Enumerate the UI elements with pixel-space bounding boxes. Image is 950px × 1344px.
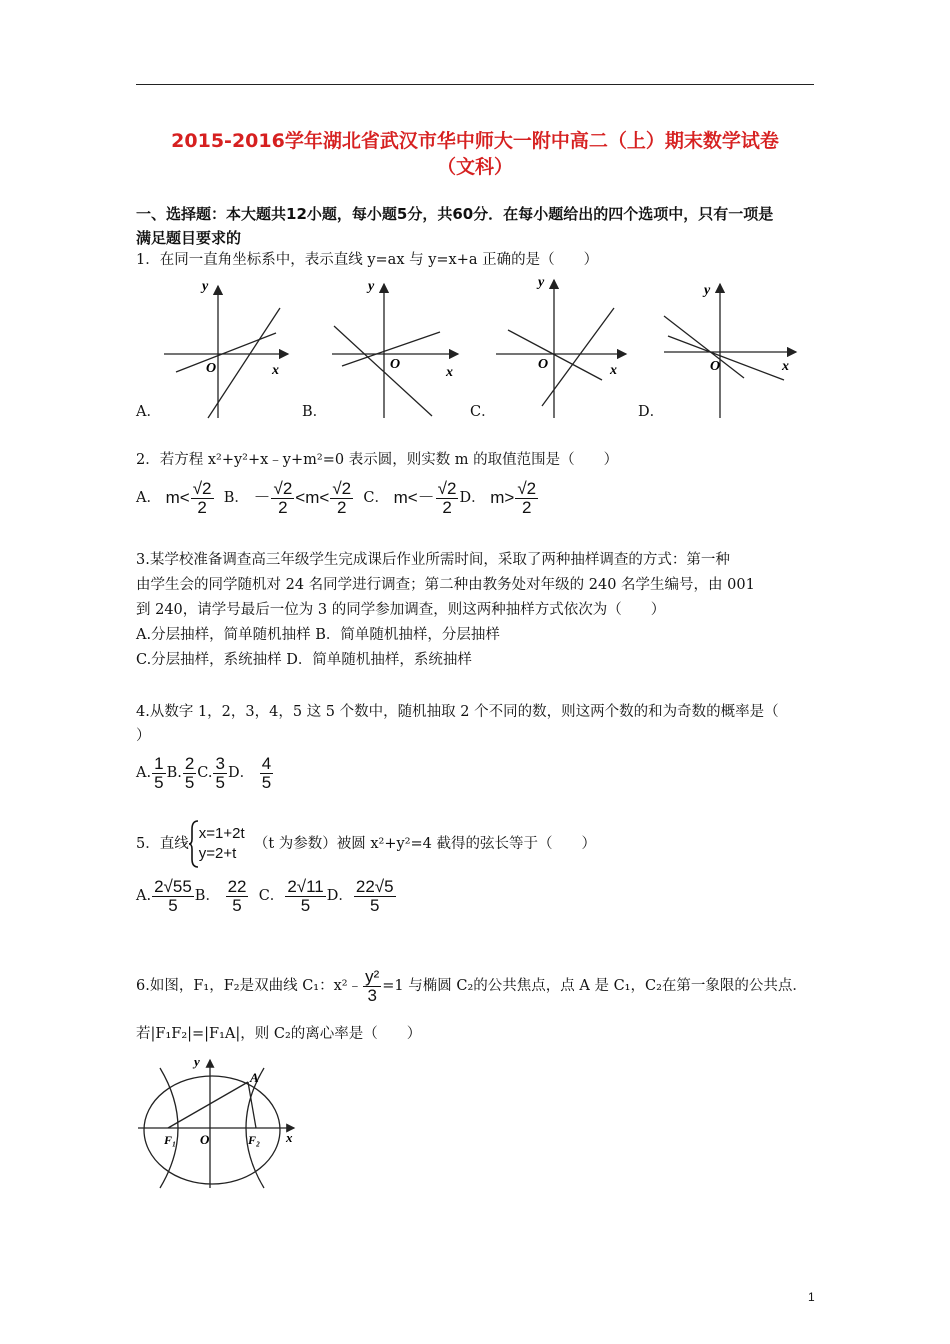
q3-line3: 到 240，请学号最后一位为 3 的同学参加调查，则这两种抽样方式依次为（ ） [136, 602, 666, 618]
q2-option-a-label: A． [136, 490, 161, 506]
q6-pre: 6.如图，F₁，F₂是双曲线 C₁：x²﹣ [136, 978, 363, 994]
section-heading-line2: 满足题目要求的 [136, 229, 242, 247]
q2-b-lt1: < [295, 488, 306, 507]
q5-option-b-label: B． [194, 888, 220, 904]
q5-option-d-label: D． [326, 888, 353, 904]
q5-brace [189, 819, 199, 869]
q2-b-fraction2: $\frac{√2}{2}$ [332, 478, 352, 517]
q2-options [136, 474, 539, 522]
q2-option-d-label: D． [459, 490, 486, 506]
q5-c-fraction: $\frac{2√11}{5}$ [287, 876, 324, 915]
q2-stem: 2．若方程 x²+y²+x﹣y+m²=0 表示圆，则实数 m 的取值范围是（ ） [136, 452, 619, 468]
q4-line2: ） [136, 728, 151, 744]
q6-segment-f1a [168, 1082, 248, 1128]
q1-graph-a [164, 286, 288, 418]
q5-system [199, 824, 245, 864]
q1-a-y-label: y [202, 279, 209, 294]
q1-c-origin: O [538, 357, 549, 372]
q6-line2: 若|F₁F₂|=|F₁A|，则 C₂的离心率是（ ） [136, 1026, 422, 1042]
header-rule [136, 84, 814, 85]
q3-options-cd: C.分层抽样，系统抽样 D．简单随机抽样，系统抽样 [136, 652, 472, 668]
q2-b-lt2: < [319, 488, 330, 507]
q5-d-fraction: $\frac{22√5}{5}$ [355, 876, 394, 915]
q6-focus-f1: F₁ [164, 1133, 177, 1147]
q2-a-m: m [165, 488, 180, 507]
q3-line1: 3.某学校准备调查高三年级学生完成课后作业所需时间，采取了两种抽样调查的方式：第一种 [136, 552, 730, 568]
section-heading [136, 202, 826, 250]
q2-d-fraction: $\frac{√2}{2}$ [517, 478, 537, 517]
q1-b-y-label: y [368, 279, 375, 294]
q5-option-c-label: C． [258, 888, 285, 904]
q1-a-origin: O [206, 361, 217, 376]
q6-focus-f2: F₂ [248, 1133, 261, 1147]
q1-a-x-label: x [272, 363, 279, 378]
q2-b-neg: － [253, 488, 271, 507]
q4-c-fraction: $\frac{3}{5}$ [215, 753, 225, 792]
page-number: 1 [808, 1290, 815, 1304]
q2-a-fraction: $\frac{√2}{2}$ [192, 478, 212, 517]
q1-d-x-label: x [782, 359, 789, 374]
q4-option-a-label: A. [136, 765, 152, 781]
q6-origin: O [200, 1132, 210, 1147]
q6-figure [134, 1052, 304, 1192]
q3-block [136, 548, 824, 673]
q2-d-m: m [490, 488, 505, 507]
q6-y-label: y [194, 1054, 200, 1069]
q2-option-b-label: B． [223, 490, 249, 506]
q1-c-x-label: x [610, 363, 617, 378]
q1-graph-d [664, 284, 796, 418]
q2-c-fraction: $\frac{√2}{2}$ [437, 478, 457, 517]
q6-ellipse [144, 1076, 280, 1184]
q2-c-m: m [393, 488, 408, 507]
q1-b-x-label: x [446, 365, 453, 380]
q4-options [136, 750, 274, 796]
q4-a-fraction: $\frac{1}{5}$ [154, 753, 164, 792]
q2-c-neg: － [417, 488, 435, 507]
q1-d-origin: O [710, 359, 721, 374]
q5-eq1: x=1+2t [198, 825, 245, 842]
q1-c-y-label: y [538, 275, 545, 290]
q6-point-a: A [250, 1070, 259, 1085]
q1-d-y-label: y [704, 283, 711, 298]
q5-eq2: y=2+t [198, 845, 237, 862]
q2-d-gt: > [504, 488, 515, 507]
page-title: 2015-2016学年湖北省武汉市华中师大一附中高二（上）期末数学试卷 [171, 130, 779, 152]
q4-option-d-label: D． [227, 765, 255, 781]
q5-stem [136, 818, 596, 870]
q1-option-d: D． [638, 404, 665, 420]
section-heading-line1: 一、选择题：本大题共12小题，每小题5分，共60分．在每小题给出的四个选项中，只有一项是 [136, 205, 774, 223]
q2-option-c-label: C． [363, 490, 389, 506]
q3-options-ab: A.分层抽样，简单随机抽样 B．简单随机抽样，分层抽样 [136, 627, 500, 643]
q6-post: =1 与椭圆 C₂的公共焦点，点 A 是 C₁，C₂在第一象限的公共点． [382, 978, 807, 994]
q4-line1: 4.从数字 1，2，3，4，5 这 5 个数中，随机抽取 2 个不同的数，则这两个数的和为奇数的概率是（ [136, 704, 779, 720]
q6-stem [136, 958, 807, 1014]
q1-b-origin: O [390, 357, 401, 372]
q4-option-b-label: B. [166, 765, 182, 781]
q1-option-c: C． [470, 404, 496, 420]
q1-graph-c [496, 280, 626, 418]
q2-c-lt: < [407, 488, 418, 507]
q5-option-a-label: A. [136, 888, 152, 904]
q6-x-label: x [286, 1130, 293, 1145]
q2-b-m: m [305, 488, 320, 507]
q5-a-fraction: $\frac{2√55}{5}$ [154, 876, 192, 915]
q5-options [136, 872, 397, 920]
q4-d-fraction: $\frac{4}{5}$ [261, 753, 272, 792]
q2-a-lt: < [179, 488, 190, 507]
page-subtitle: （文科） [436, 156, 513, 178]
q3-line2: 由学生会的同学随机对 24 名同学进行调查；第二种由教务处对年级的 240 名学生编号，由 001 [136, 577, 755, 593]
q4-option-c-label: C. [197, 765, 213, 781]
q6-fraction: $\frac{\text{y²}}{3}$ [365, 966, 380, 1005]
q5-pre: 5．直线 [136, 836, 189, 852]
q4-b-fraction: $\frac{2}{5}$ [184, 753, 195, 792]
q1-stem: 1．在同一直角坐标系中，表示直线 y=ax 与 y=x+a 正确的是（ ） [136, 252, 599, 268]
q1-option-a: A． [136, 404, 161, 420]
q1-option-b: B． [302, 404, 328, 420]
q2-b-fraction1: $\frac{√2}{2}$ [273, 478, 293, 517]
q5-b-fraction: $\frac{22}{5}$ [227, 876, 247, 915]
q1-graph-b [332, 284, 458, 418]
q5-post: （t 为参数）被圆 x²+y²=4 截得的弦长等于（ ） [253, 836, 596, 852]
